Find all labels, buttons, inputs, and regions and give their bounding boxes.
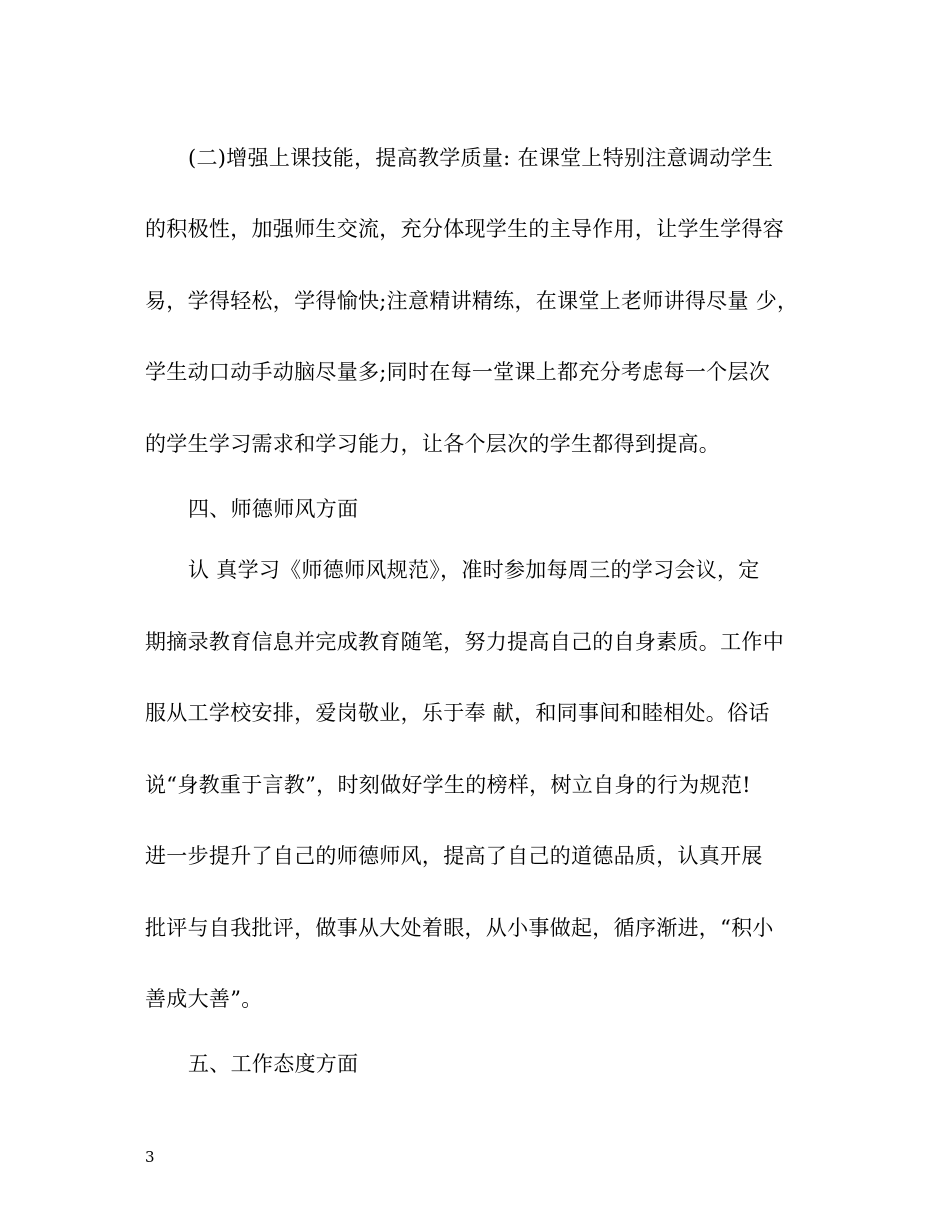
paragraph-line: 说“身教重于言教”，时刻做好学生的榜样，树立自身的行为规范! [145,773,751,797]
paragraph-line: 期摘录教育信息并完成教育随笔，努力提高自己的自身素质。工作中 [145,630,784,654]
paragraph-line: 的学生学习需求和学习能力，让各个层次的学生都得到提高。 [145,432,721,456]
paragraph-line: 批评与自我批评，做事从大处着眼，从小事做起，循序渐进，“积小 [145,916,774,940]
paragraph-line: 善成大善”。 [145,987,263,1011]
section-heading: 四、师德师风方面 [188,497,359,521]
section-heading: 五、工作态度方面 [188,1052,359,1076]
paragraph-line: 学生动口动手动脑尽量多;同时在每一堂课上都充分考虑每一个层次 [145,360,771,384]
page-number: 3 [145,1148,155,1166]
paragraph-line: 认 真学习《师德师风规范》，准时参加每周三的学习会议，定 [188,558,760,582]
paragraph-line: 易，学得轻松，学得愉快;注意精讲精练，在课堂上老师讲得尽量 少， [145,289,799,313]
paragraph-line: 服从工学校安排，爱岗敬业，乐于奉 献，和同事间和睦相处。俗话 [145,701,770,725]
paragraph-line: 的积极性，加强师生交流，充分体现学生的主导作用，让学生学得容 [145,217,784,241]
paragraph-line: (二)增强上课技能，提高教学质量: 在课堂上特别注意调动学生 [188,146,774,170]
paragraph-line: 进一步提升了自己的师德师风，提高了自己的道德品质，认真开展 [145,844,763,868]
